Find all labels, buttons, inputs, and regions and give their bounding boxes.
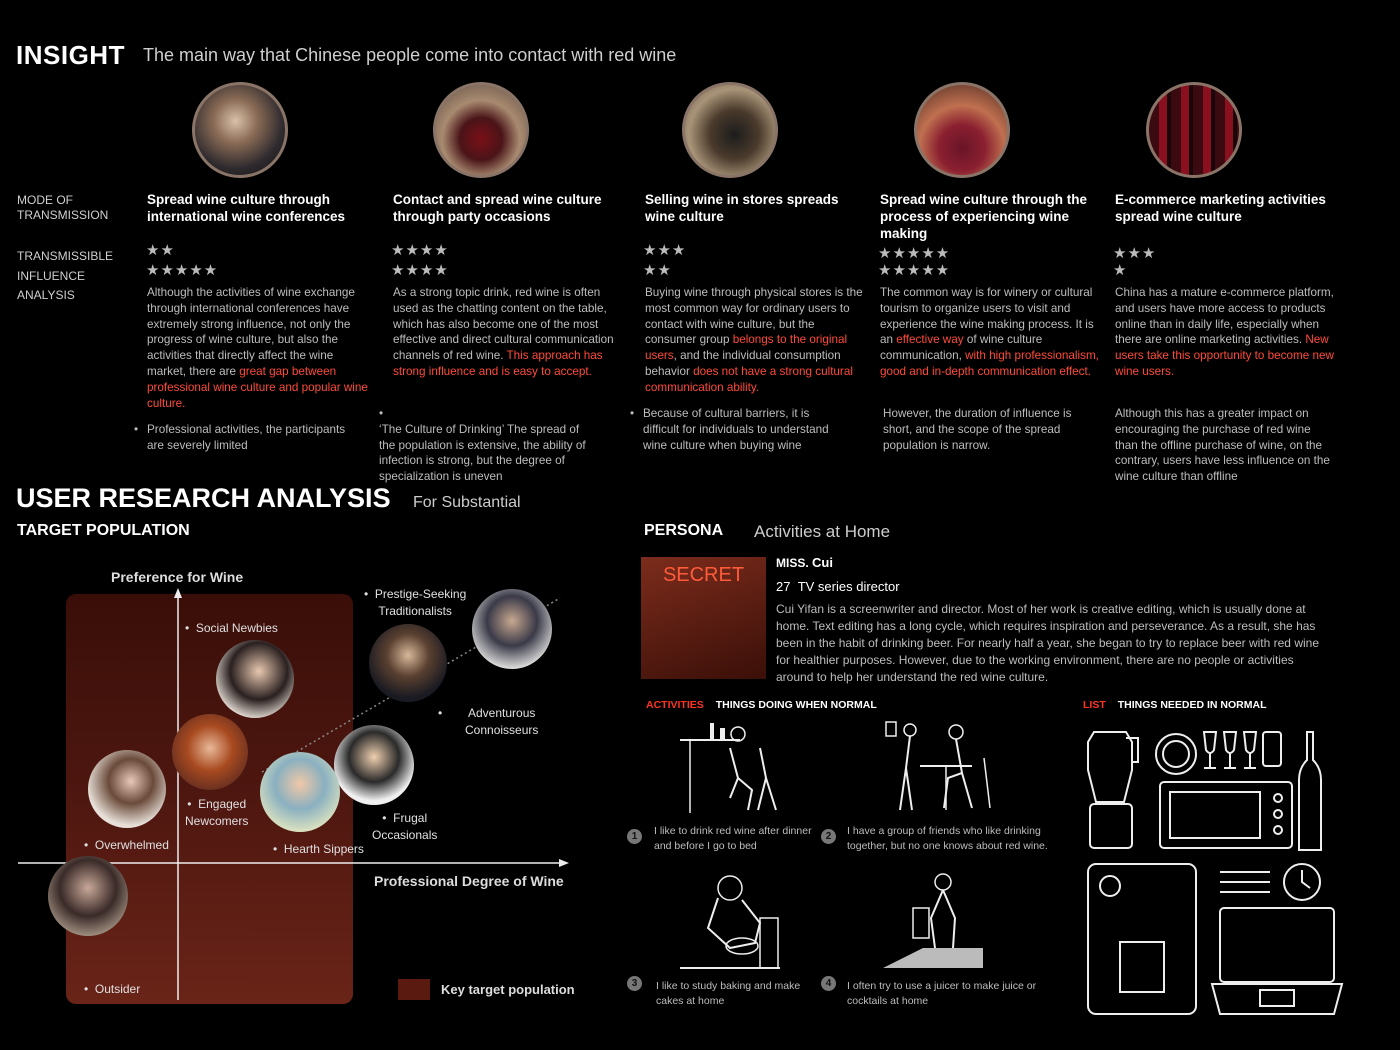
column-description: China has a mature e-commerce platform, and users have more access to products online than in daily life, especially when there are online marketing activities. New users take this opportunity to become new wine users. bbox=[1115, 286, 1334, 378]
conference-photo bbox=[192, 82, 288, 178]
activity-number: 1 bbox=[627, 829, 642, 844]
ecommerce-photo bbox=[1146, 82, 1242, 178]
y-axis-arrow bbox=[174, 588, 182, 598]
juicer-sketch bbox=[883, 868, 983, 970]
persona-title: PERSONA bbox=[644, 522, 724, 539]
prestige-avatar bbox=[472, 589, 552, 669]
legend-swatch bbox=[398, 979, 430, 1000]
store-photo bbox=[682, 82, 778, 178]
books-icon bbox=[1220, 872, 1270, 892]
x-axis-arrow bbox=[559, 859, 569, 867]
laptop-icon bbox=[1220, 908, 1334, 982]
insight-subtitle: The main way that Chinese people come into contact with red wine bbox=[143, 45, 677, 65]
winemaking-photo bbox=[914, 82, 1010, 178]
drinking-sketch bbox=[680, 718, 780, 816]
activity-number: 4 bbox=[821, 976, 836, 991]
target-population-title: TARGET POPULATION bbox=[17, 522, 190, 539]
mode-label: MODE OF TRANSMISSION bbox=[17, 193, 109, 222]
activity-number: 3 bbox=[627, 976, 642, 991]
needed-items-illustration bbox=[1080, 722, 1345, 1022]
persona-photo bbox=[641, 557, 766, 679]
activities-header: ACTIVITIES THINGS DOING WHEN NORMAL bbox=[646, 699, 877, 711]
engaged-newcomer-avatar bbox=[172, 714, 248, 790]
persona-subtitle: Activities at Home bbox=[754, 522, 891, 541]
y-axis-title: Preference for Wine bbox=[111, 569, 244, 585]
stars-top: ★★ bbox=[146, 242, 175, 259]
stars-bottom: ★★★★ bbox=[391, 262, 449, 279]
stars-bottom: ★★ bbox=[643, 262, 672, 279]
column-description: The common way is for winery or cultural tourism to organize users to visit and experience the wine making process. It is an effective way of wine culture communication, with high professionalism, good and in-depth communication effect. bbox=[880, 286, 1099, 378]
blender-base-icon bbox=[1090, 804, 1132, 848]
activity-caption: I have a group of friends who like drinking together, but no one knows about red wine. bbox=[847, 825, 1048, 852]
segment-hearth-label: • Hearth Sippers bbox=[273, 842, 364, 856]
column-title: Spread wine culture through international wine conferences bbox=[147, 192, 346, 224]
segment-outsider-label: • Outsider bbox=[84, 982, 141, 996]
frugal-avatar bbox=[260, 752, 340, 832]
legend-label: Key target population bbox=[441, 982, 575, 997]
segment-engaged-label: • Engaged Newcomers bbox=[185, 797, 249, 828]
activity-caption: I like to study baking and make cakes at home bbox=[656, 980, 801, 1007]
friends-sketch bbox=[872, 718, 1002, 816]
column-title: Spread wine culture through the process of experiencing wine making bbox=[880, 192, 1088, 241]
list-header: LIST THINGS NEEDED IN NORMAL bbox=[1083, 699, 1267, 711]
activity-caption: I like to drink red wine after dinner and before I go to bed bbox=[654, 825, 812, 852]
segment-prestige-label: • Prestige-Seeking Traditionalists bbox=[364, 587, 467, 618]
column-note: • Professional activities, the participants are severely limited bbox=[134, 423, 346, 452]
secret-text: SECRET bbox=[662, 564, 745, 586]
column-description: Buying wine through physical stores is the most common way for ordinary users to contact with wine culture, but the consumer group belongs to the original users, and the individual consumption behavior does not have a strong cultural communication ability. bbox=[645, 286, 863, 394]
segment-social-label: • Social Newbies bbox=[185, 621, 278, 635]
wine-bottle-icon bbox=[1299, 732, 1321, 850]
traditionalist-avatar bbox=[369, 624, 447, 702]
stars-bottom: ★★★★★ bbox=[878, 262, 951, 279]
persona-age-job: 27 TV series director bbox=[776, 579, 900, 594]
column-note: • Because of cultural barriers, it is difficult for individuals to understand wine culture when buying wine bbox=[630, 407, 829, 452]
column-title: Selling wine in stores spreads wine culture bbox=[645, 192, 839, 224]
user-research-title: USER RESEARCH ANALYSIS bbox=[16, 483, 391, 513]
stars-top: ★★★ bbox=[643, 242, 687, 259]
social-newbie-avatar bbox=[216, 640, 294, 718]
segment-adventurous-text: Adventurous Connoisseurs bbox=[465, 706, 539, 737]
persona-name: MISS. Cui bbox=[776, 555, 833, 570]
overwhelmed-avatar bbox=[88, 750, 166, 828]
activity-number: 2 bbox=[821, 829, 836, 844]
wine-glasses-icon bbox=[1204, 732, 1256, 768]
party-photo bbox=[433, 82, 529, 178]
influence-label: TRANSMISSIBLE INFLUENCE ANALYSIS bbox=[17, 249, 114, 302]
adventurous-avatar bbox=[334, 725, 414, 805]
column-description: Although the activities of wine exchange through international conferences have extremely strong influence, not only the progress of wine culture, but also the activities that directly affect the wine market, there are great gap between professional wine culture and popular wine culture. bbox=[147, 286, 368, 410]
stars-bottom: ★★★★★ bbox=[146, 262, 219, 279]
column-description: As a strong topic drink, red wine is often used as the chatting content on the table, which has also become one of the most effective and direct cultural communication channels of red wine. This approach has strong influence and is easy to accept. bbox=[393, 286, 614, 378]
insight-title: INSIGHT bbox=[16, 40, 125, 70]
phone-icon bbox=[1263, 732, 1281, 766]
column-note: Although this has a greater impact on encouraging the purchase of red wine than the offline purchase of wine, on the contrary, users have less influence on the wine culture than offline bbox=[1115, 407, 1330, 484]
segment-frugal-label: • Frugal Occasionals bbox=[372, 811, 438, 842]
column-title: Contact and spread wine culture through party occasions bbox=[393, 192, 602, 224]
outsider-avatar bbox=[48, 856, 128, 936]
column-title: E-commerce marketing activities spread wine culture bbox=[1115, 192, 1326, 224]
baking-sketch bbox=[680, 868, 780, 970]
user-research-subtitle: For Substantial bbox=[413, 494, 521, 511]
column-note: •‘The Culture of Drinking’ The spread of the population is extensive, the ability of infection is strong, but the degree of specialization is uneven bbox=[379, 407, 586, 484]
stars-top: ★★★★★ bbox=[878, 245, 951, 262]
stars-top: ★★★★ bbox=[391, 242, 449, 259]
stars-top: ★★★ bbox=[1113, 245, 1157, 262]
segment-overwhelmed-label: • Overwhelmed bbox=[84, 838, 169, 852]
column-note: However, the duration of influence is short, and the scope of the spread population is narrow. bbox=[883, 407, 1072, 452]
x-axis-title: Professional Degree of Wine bbox=[374, 873, 564, 889]
blender-icon bbox=[1088, 732, 1138, 802]
persona-bio: Cui Yifan is a screenwriter and director. Most of her work is creative editing, which is usually done at home. Text editing has a long cycle, which requires inspiration and perseverance. As a result, she has been in the habit of drinking beer. For nearly half a year, she began to try to replace beer with red wine for healthier purposes. However, due to the working environment, there are no people or activities around to help her understand the red wine culture. bbox=[776, 602, 1319, 684]
stars-bottom: ★ bbox=[1113, 262, 1128, 279]
segment-adventurous-label: • bbox=[438, 706, 443, 720]
activity-caption: I often try to use a juicer to make juice or cocktails at home bbox=[847, 980, 1037, 1007]
